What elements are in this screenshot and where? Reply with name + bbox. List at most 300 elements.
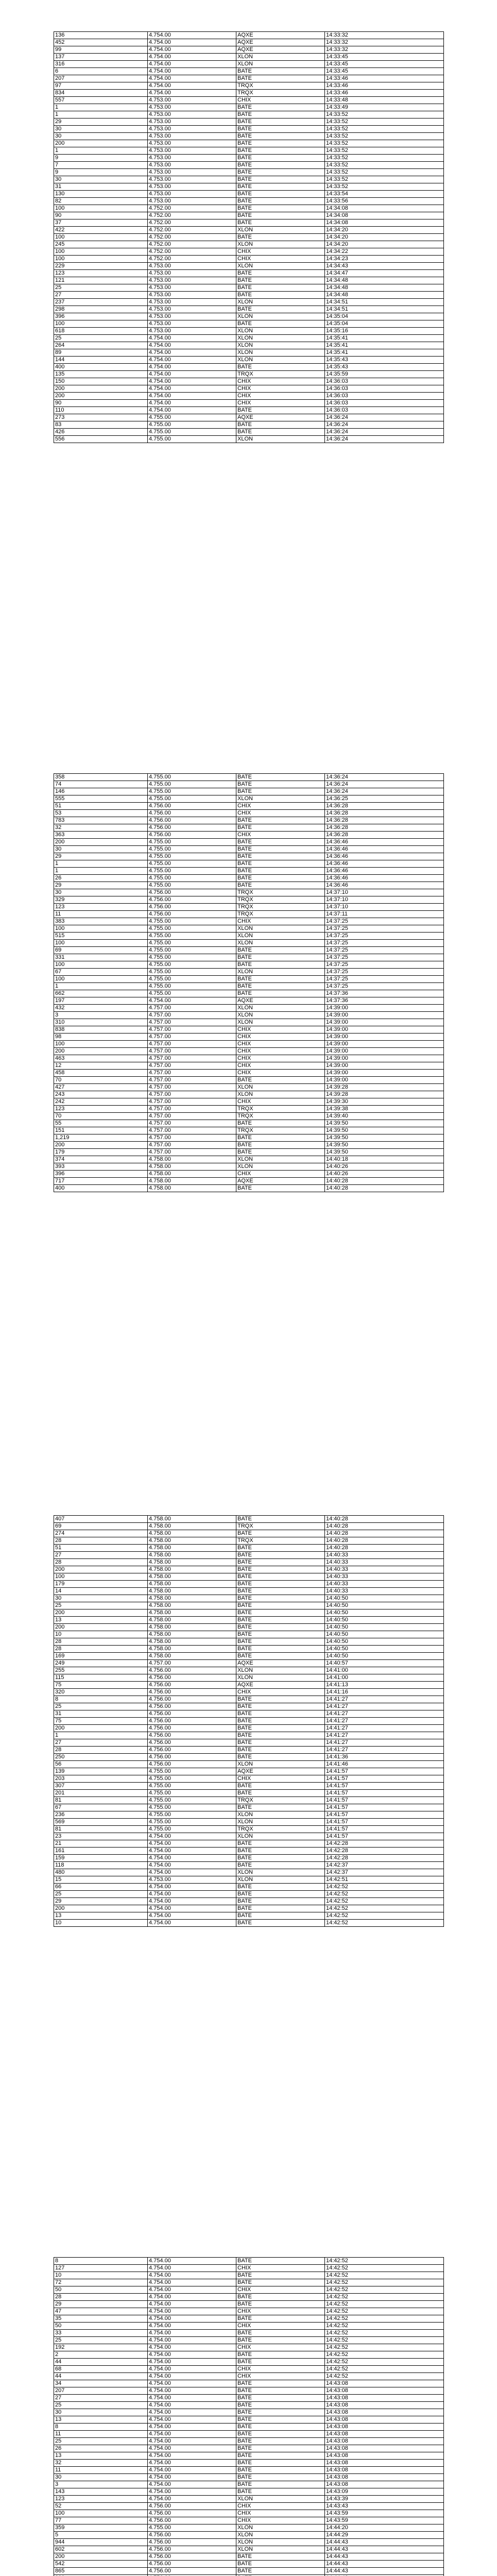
time-cell: 14:37:25 (325, 925, 444, 933)
volume-cell: 393 (54, 1163, 148, 1171)
time-cell: 14:34:51 (325, 299, 444, 306)
price-cell: 4.753.00 (148, 270, 236, 277)
time-cell: 14:43:08 (325, 2409, 444, 2416)
volume-cell: 11 (54, 2431, 148, 2438)
time-cell: 14:34:43 (325, 263, 444, 270)
time-cell: 14:39:28 (325, 1084, 444, 1091)
table-row (54, 1862, 444, 1869)
time-cell: 14:36:28 (325, 803, 444, 810)
table-row (54, 2387, 444, 2395)
volume-cell: 307 (54, 1783, 148, 1790)
volume-cell: 67 (54, 1804, 148, 1811)
table-row (54, 1624, 444, 1631)
volume-cell: 144 (54, 357, 148, 364)
table-row (54, 212, 444, 219)
venue-cell: TRQX (236, 904, 325, 911)
time-cell: 14:33:54 (325, 191, 444, 198)
volume-cell: 7 (54, 162, 148, 169)
venue-cell: BATE (236, 976, 325, 983)
venue-cell: BATE (236, 126, 325, 133)
table-row (54, 1098, 444, 1106)
volume-cell: 602 (54, 2546, 148, 2553)
price-cell: 4.757.00 (148, 1091, 236, 1098)
price-cell: 4.755.00 (148, 882, 236, 889)
time-cell: 14:37:10 (325, 904, 444, 911)
volume-cell: 31 (54, 183, 148, 191)
price-cell: 4.754.00 (148, 1840, 236, 1848)
volume-cell: 100 (54, 1041, 148, 1048)
volume-cell: 396 (54, 1171, 148, 1178)
time-cell: 14:40:33 (325, 1552, 444, 1559)
venue-cell: XLON (236, 1869, 325, 1876)
venue-cell: AQXE (236, 32, 325, 39)
price-cell: 4.757.00 (148, 1012, 236, 1019)
table-row (54, 1142, 444, 1149)
price-cell: 4.757.00 (148, 1062, 236, 1070)
time-cell: 14:40:57 (325, 1660, 444, 1667)
venue-cell: BATE (236, 1516, 325, 1523)
time-cell: 14:40:26 (325, 1171, 444, 1178)
venue-cell: BATE (236, 853, 325, 860)
table-row (54, 896, 444, 904)
price-cell: 4.758.00 (148, 1537, 236, 1545)
time-cell: 14:34:48 (325, 292, 444, 299)
time-cell: 14:40:50 (325, 1609, 444, 1617)
table-row (54, 335, 444, 342)
volume-cell: 30 (54, 176, 148, 183)
venue-cell: TRQX (236, 911, 325, 918)
table-row (54, 925, 444, 933)
price-cell: 4.758.00 (148, 1602, 236, 1609)
venue-cell: XLON (236, 349, 325, 357)
venue-cell: BATE (236, 2359, 325, 2366)
venue-cell: XLON (236, 357, 325, 364)
volume-cell: 203 (54, 1775, 148, 1783)
volume-cell: 100 (54, 1573, 148, 1581)
price-cell: 4.754.00 (148, 2431, 236, 2438)
table-row (54, 32, 444, 39)
price-cell: 4.758.00 (148, 1573, 236, 1581)
venue-cell: CHIX (236, 2308, 325, 2315)
volume-cell: 1 (54, 868, 148, 875)
volume-cell: 10 (54, 2272, 148, 2279)
table-row (54, 2561, 444, 2568)
time-cell: 14:42:52 (325, 2373, 444, 2380)
venue-cell: CHIX (236, 1070, 325, 1077)
venue-cell: BATE (236, 1898, 325, 1905)
venue-cell: XLON (236, 1819, 325, 1826)
venue-cell: BATE (236, 2387, 325, 2395)
price-cell: 4.758.00 (148, 1631, 236, 1638)
time-cell: 14:37:11 (325, 911, 444, 918)
table-row (54, 2460, 444, 2467)
volume-cell: 51 (54, 803, 148, 810)
venue-cell: BATE (236, 111, 325, 118)
volume-cell: 200 (54, 1566, 148, 1573)
price-cell: 4.756.00 (148, 1667, 236, 1674)
time-cell: 14:43:39 (325, 2496, 444, 2503)
volume-cell: 1 (54, 1732, 148, 1739)
volume-cell: 426 (54, 429, 148, 436)
volume-cell: 143 (54, 2488, 148, 2496)
table-row (54, 357, 444, 364)
table-row (54, 2351, 444, 2359)
price-cell: 4.755.00 (148, 414, 236, 421)
price-cell: 4.753.00 (148, 104, 236, 111)
price-cell: 4.753.00 (148, 176, 236, 183)
price-cell: 4.756.00 (148, 2503, 236, 2510)
price-cell: 4.754.00 (148, 2424, 236, 2431)
venue-cell: BATE (236, 817, 325, 824)
price-cell: 4.754.00 (148, 90, 236, 97)
time-cell: 14:40:50 (325, 1595, 444, 1602)
time-cell: 14:41:57 (325, 1833, 444, 1840)
price-cell: 4.757.00 (148, 1070, 236, 1077)
table-row (54, 2395, 444, 2402)
price-cell: 4.754.00 (148, 2330, 236, 2337)
table-row (54, 407, 444, 414)
price-cell: 4.756.00 (148, 1739, 236, 1747)
venue-cell: BATE (236, 868, 325, 875)
time-cell: 14:36:03 (325, 407, 444, 414)
volume-cell: 83 (54, 421, 148, 429)
venue-cell: BATE (236, 1149, 325, 1156)
price-cell: 4.754.00 (148, 2402, 236, 2409)
venue-cell: BATE (236, 1552, 325, 1559)
table-row (54, 349, 444, 357)
price-cell: 4.754.00 (148, 2337, 236, 2344)
price-cell: 4.753.00 (148, 111, 236, 118)
volume-cell: 249 (54, 1660, 148, 1667)
price-cell: 4.752.00 (148, 241, 236, 248)
time-cell: 14:39:38 (325, 1106, 444, 1113)
venue-cell: BATE (236, 1653, 325, 1660)
volume-cell: 100 (54, 248, 148, 256)
trade-table (54, 773, 444, 1192)
venue-cell: AQXE (236, 1768, 325, 1775)
venue-cell: BATE (236, 169, 325, 176)
venue-cell: TRQX (236, 1127, 325, 1134)
volume-cell: 245 (54, 241, 148, 248)
venue-cell: BATE (236, 1631, 325, 1638)
venue-cell: BATE (236, 2351, 325, 2359)
volume-cell: 25 (54, 1602, 148, 1609)
volume-cell: 542 (54, 2561, 148, 2568)
time-cell: 14:44:20 (325, 2524, 444, 2532)
volume-cell: 834 (54, 90, 148, 97)
volume-cell: 70 (54, 1113, 148, 1120)
venue-cell: TRQX (236, 1113, 325, 1120)
time-cell: 14:35:04 (325, 313, 444, 320)
time-cell: 14:42:52 (325, 2301, 444, 2308)
price-cell: 4.757.00 (148, 1113, 236, 1120)
price-cell: 4.756.00 (148, 1689, 236, 1696)
table-row (54, 1026, 444, 1033)
venue-cell: XLON (236, 241, 325, 248)
volume-cell: 298 (54, 306, 148, 313)
venue-cell: BATE (236, 234, 325, 241)
table-row (54, 277, 444, 284)
time-cell: 14:37:25 (325, 969, 444, 976)
time-cell: 14:41:27 (325, 1710, 444, 1718)
price-cell: 4.752.00 (148, 227, 236, 234)
time-cell: 14:42:52 (325, 1884, 444, 1891)
price-cell: 4.754.00 (148, 2344, 236, 2351)
table-row (54, 1134, 444, 1142)
price-cell: 4.756.00 (148, 2510, 236, 2517)
time-cell: 14:35:59 (325, 371, 444, 378)
price-cell: 4.758.00 (148, 1185, 236, 1192)
price-cell: 4.756.00 (148, 1725, 236, 1732)
price-cell: 4.758.00 (148, 1530, 236, 1537)
price-cell: 4.756.00 (148, 1718, 236, 1725)
price-cell: 4.753.00 (148, 118, 236, 126)
table-row (54, 954, 444, 961)
time-cell: 14:36:28 (325, 824, 444, 832)
price-cell: 4.757.00 (148, 1026, 236, 1033)
volume-cell: 28 (54, 1646, 148, 1653)
time-cell: 14:43:08 (325, 2402, 444, 2409)
venue-cell: AQXE (236, 997, 325, 1005)
table-row (54, 795, 444, 803)
price-cell: 4.755.00 (148, 1768, 236, 1775)
time-cell: 14:41:57 (325, 1811, 444, 1819)
price-cell: 4.754.00 (148, 378, 236, 385)
table-row (54, 2474, 444, 2481)
price-cell: 4.754.00 (148, 393, 236, 400)
time-cell: 14:33:56 (325, 198, 444, 205)
table-row (54, 2467, 444, 2474)
venue-cell: BATE (236, 1840, 325, 1848)
price-cell: 4.754.00 (148, 2258, 236, 2265)
volume-cell: 358 (54, 774, 148, 781)
table-row (54, 1739, 444, 1747)
price-cell: 4.753.00 (148, 169, 236, 176)
price-cell: 4.756.00 (148, 824, 236, 832)
price-cell: 4.754.00 (148, 2488, 236, 2496)
price-cell: 4.753.00 (148, 292, 236, 299)
venue-cell: XLON (236, 2496, 325, 2503)
price-cell: 4.758.00 (148, 1638, 236, 1646)
time-cell: 14:33:52 (325, 176, 444, 183)
time-cell: 14:34:08 (325, 205, 444, 212)
price-cell: 4.752.00 (148, 212, 236, 219)
time-cell: 14:39:50 (325, 1134, 444, 1142)
time-cell: 14:41:27 (325, 1739, 444, 1747)
table-row (54, 1084, 444, 1091)
price-cell: 4.754.00 (148, 1905, 236, 1912)
venue-cell: BATE (236, 2438, 325, 2445)
venue-cell: BATE (236, 2395, 325, 2402)
time-cell: 14:42:51 (325, 1876, 444, 1884)
table-row (54, 788, 444, 795)
volume-cell: 662 (54, 990, 148, 997)
price-cell: 4.754.00 (148, 32, 236, 39)
venue-cell: CHIX (236, 400, 325, 407)
venue-cell: BATE (236, 68, 325, 75)
venue-cell: AQXE (236, 414, 325, 421)
venue-cell: BATE (236, 292, 325, 299)
price-cell: 4.754.00 (148, 2366, 236, 2373)
time-cell: 14:40:26 (325, 1163, 444, 1171)
price-cell: 4.753.00 (148, 284, 236, 292)
price-cell: 4.756.00 (148, 896, 236, 904)
table-row (54, 147, 444, 155)
time-cell: 14:44:43 (325, 2546, 444, 2553)
price-cell: 4.755.00 (148, 853, 236, 860)
price-cell: 4.758.00 (148, 1624, 236, 1631)
price-cell: 4.753.00 (148, 191, 236, 198)
time-cell: 14:43:08 (325, 2387, 444, 2395)
trade-table-page-3 (54, 1515, 443, 1927)
time-cell: 14:33:46 (325, 75, 444, 82)
price-cell: 4.758.00 (148, 1545, 236, 1552)
time-cell: 14:33:45 (325, 68, 444, 75)
table-row (54, 1012, 444, 1019)
table-row (54, 1674, 444, 1682)
table-row (54, 2510, 444, 2517)
time-cell: 14:42:52 (325, 2351, 444, 2359)
time-cell: 14:43:08 (325, 2438, 444, 2445)
volume-cell: 12 (54, 1062, 148, 1070)
time-cell: 14:39:00 (325, 1033, 444, 1041)
volume-cell: 121 (54, 277, 148, 284)
venue-cell: XLON (236, 2524, 325, 2532)
table-row (54, 320, 444, 328)
time-cell: 14:37:25 (325, 976, 444, 983)
table-row (54, 868, 444, 875)
price-cell: 4.752.00 (148, 219, 236, 227)
venue-cell: XLON (236, 795, 325, 803)
volume-cell: 31 (54, 1710, 148, 1718)
time-cell: 14:42:52 (325, 2359, 444, 2366)
price-cell: 4.755.00 (148, 421, 236, 429)
table-row (54, 284, 444, 292)
time-cell: 14:36:03 (325, 378, 444, 385)
venue-cell: XLON (236, 1091, 325, 1098)
volume-cell: 407 (54, 1516, 148, 1523)
price-cell: 4.756.00 (148, 1682, 236, 1689)
time-cell: 14:43:09 (325, 2488, 444, 2496)
volume-cell: 26 (54, 2445, 148, 2452)
venue-cell: XLON (236, 1876, 325, 1884)
table-row (54, 1178, 444, 1185)
price-cell: 4.758.00 (148, 1595, 236, 1602)
venue-cell: CHIX (236, 1033, 325, 1041)
volume-cell: 30 (54, 2474, 148, 2481)
volume-cell: 29 (54, 1898, 148, 1905)
price-cell: 4.755.00 (148, 1783, 236, 1790)
price-cell: 4.756.00 (148, 1747, 236, 1754)
table-row (54, 1761, 444, 1768)
time-cell: 14:36:24 (325, 421, 444, 429)
volume-cell: 98 (54, 1033, 148, 1041)
volume-cell: 30 (54, 2409, 148, 2416)
time-cell: 14:41:57 (325, 1790, 444, 1797)
volume-cell: 28 (54, 1559, 148, 1566)
venue-cell: CHIX (236, 1041, 325, 1048)
volume-cell: 27 (54, 2395, 148, 2402)
price-cell: 4.755.00 (148, 868, 236, 875)
table-row (54, 1077, 444, 1084)
table-row (54, 810, 444, 817)
volume-cell: 33 (54, 2330, 148, 2337)
price-cell: 4.757.00 (148, 1142, 236, 1149)
table-row (54, 1790, 444, 1797)
volume-cell: 200 (54, 393, 148, 400)
time-cell: 14:43:08 (325, 2395, 444, 2402)
time-cell: 14:40:28 (325, 1545, 444, 1552)
table-row (54, 1588, 444, 1595)
table-row (54, 299, 444, 306)
volume-cell: 200 (54, 839, 148, 846)
price-cell: 4.755.00 (148, 969, 236, 976)
table-row (54, 191, 444, 198)
table-row (54, 1120, 444, 1127)
venue-cell: BATE (236, 1783, 325, 1790)
table-row (54, 1768, 444, 1775)
time-cell: 14:42:37 (325, 1869, 444, 1876)
table-row (54, 234, 444, 241)
venue-cell: AQXE (236, 1178, 325, 1185)
venue-cell: CHIX (236, 918, 325, 925)
price-cell: 4.754.00 (148, 385, 236, 393)
volume-cell: 159 (54, 1855, 148, 1862)
venue-cell: BATE (236, 781, 325, 788)
volume-cell: 838 (54, 1026, 148, 1033)
volume-cell: 200 (54, 1725, 148, 1732)
volume-cell: 118 (54, 1862, 148, 1869)
table-row (54, 1869, 444, 1876)
table-row (54, 1775, 444, 1783)
time-cell: 14:43:59 (325, 2517, 444, 2524)
price-cell: 4.754.00 (148, 1884, 236, 1891)
price-cell: 4.754.00 (148, 2265, 236, 2272)
time-cell: 14:37:25 (325, 961, 444, 969)
venue-cell: BATE (236, 2315, 325, 2323)
volume-cell: 8 (54, 1696, 148, 1703)
venue-cell: BATE (236, 1920, 325, 1927)
table-row (54, 774, 444, 781)
venue-cell: CHIX (236, 810, 325, 817)
time-cell: 14:42:52 (325, 1891, 444, 1898)
table-row (54, 1581, 444, 1588)
venue-cell: TRQX (236, 371, 325, 378)
time-cell: 14:41:57 (325, 1797, 444, 1804)
venue-cell: XLON (236, 54, 325, 61)
volume-cell: 75 (54, 1682, 148, 1689)
venue-cell: BATE (236, 1609, 325, 1617)
volume-cell: 50 (54, 2286, 148, 2294)
table-row (54, 75, 444, 82)
time-cell: 14:42:28 (325, 1848, 444, 1855)
table-row (54, 39, 444, 46)
volume-cell: 264 (54, 342, 148, 349)
volume-cell: 13 (54, 2452, 148, 2460)
time-cell: 14:33:32 (325, 32, 444, 39)
table-row (54, 1747, 444, 1754)
time-cell: 14:36:24 (325, 429, 444, 436)
time-cell: 14:41:57 (325, 1768, 444, 1775)
volume-cell: 8 (54, 2258, 148, 2265)
volume-cell: 29 (54, 853, 148, 860)
price-cell: 4.754.00 (148, 39, 236, 46)
price-cell: 4.752.00 (148, 205, 236, 212)
price-cell: 4.756.00 (148, 810, 236, 817)
time-cell: 14:33:52 (325, 162, 444, 169)
price-cell: 4.756.00 (148, 2568, 236, 2575)
table-row (54, 385, 444, 393)
